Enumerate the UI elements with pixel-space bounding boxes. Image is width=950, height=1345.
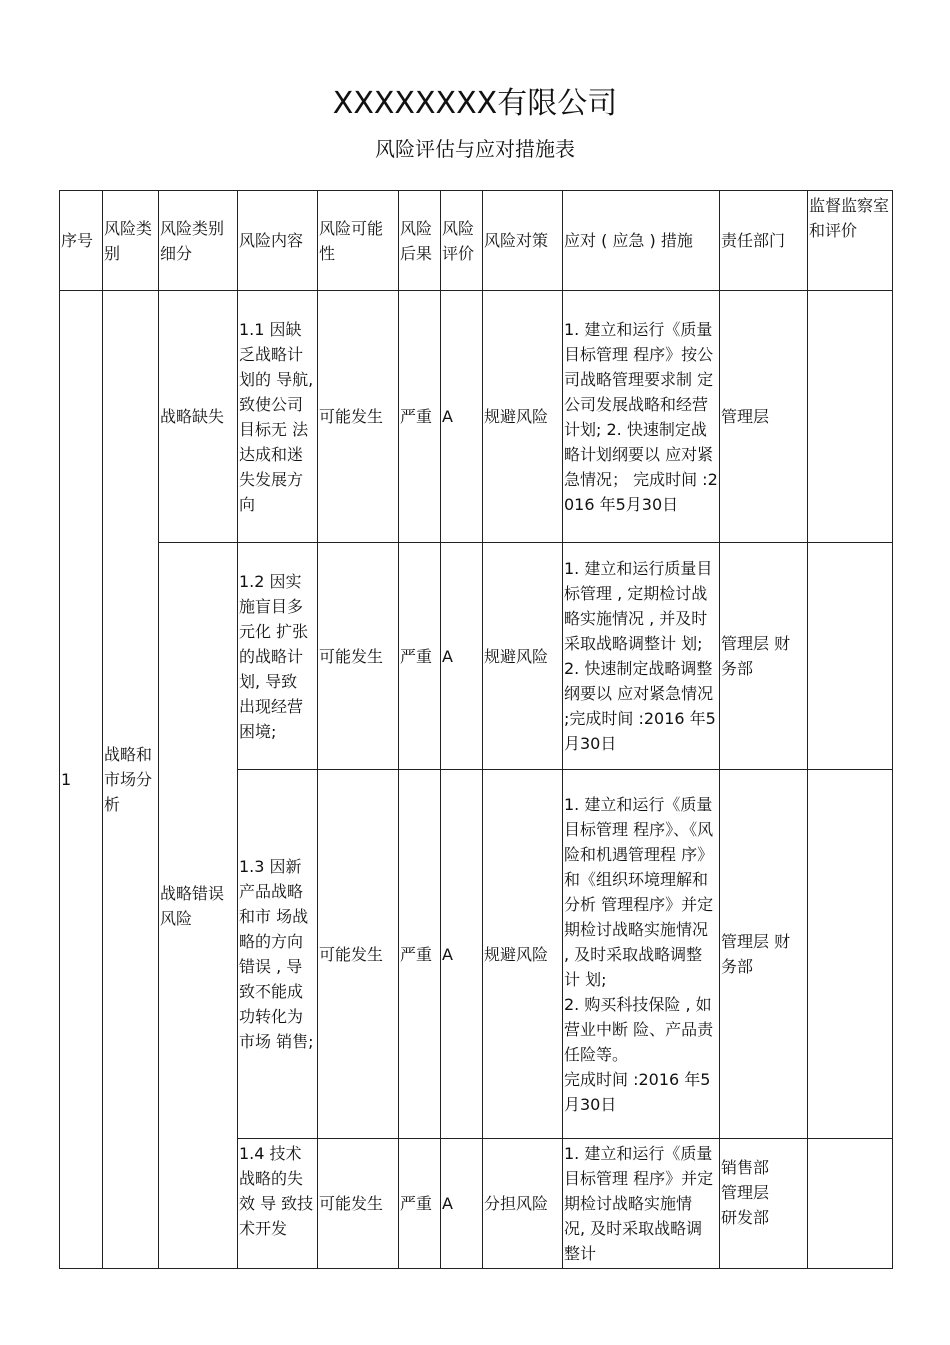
subcategory-cell: 战略缺失 <box>159 291 238 543</box>
supervision-cell <box>808 770 893 1139</box>
rating-cell: A <box>441 1139 483 1269</box>
dept-cell: 管理层 财务部 <box>720 770 808 1139</box>
col-header-strategy: 风险对策 <box>483 191 563 291</box>
consequence-cell: 严重 <box>399 1139 441 1269</box>
likelihood-cell: 可能发生 <box>318 291 399 543</box>
likelihood-cell: 可能发生 <box>318 1139 399 1269</box>
measures-cell: 1. 建立和运行质量目标管理 , 定期检讨战略实施情况 , 并及时采取战略调整计 划; 2. 快速制定战略调整纲要以 应对紧急情况 ;完成时间 :2016 年5月30日 <box>563 543 720 770</box>
consequence-cell: 严重 <box>399 543 441 770</box>
rating-cell: A <box>441 543 483 770</box>
dept-line: 研发部 <box>721 1208 770 1227</box>
content-cell: 1.4 技术战略的失效 导 致技术开发 <box>238 1139 318 1269</box>
subcategory-cell: 战略错误风险 <box>159 543 238 1269</box>
strategy-cell: 分担风险 <box>483 1139 563 1269</box>
dept-line: 销售部 <box>721 1158 770 1177</box>
measures-cell: 1. 建立和运行《质量目标管理 程序》按公司战略管理要求制 定公司发展战略和经营计划; 2. 快速制定战略计划纲要以 应对紧急情况； 完成时间 :2016 年5月30日 <box>563 291 720 543</box>
dept-cell: 管理层 财务部 <box>720 543 808 770</box>
content-cell: 1.2 因实施盲目多元化 扩张的战略计划, 导致 出现经营困境; <box>238 543 318 770</box>
rating-cell: A <box>441 291 483 543</box>
likelihood-cell: 可能发生 <box>318 543 399 770</box>
col-header-supervision: 监督监察室和评价 <box>808 191 893 291</box>
consequence-cell: 严重 <box>399 291 441 543</box>
measures-cell: 1. 建立和运行《质量目标管理 程序》并定期检讨战略实施情 况, 及时采取战略调整计 <box>563 1139 720 1269</box>
table-row <box>60 543 893 770</box>
table-header-row <box>60 191 893 291</box>
likelihood-cell: 可能发生 <box>318 770 399 1139</box>
dept-cell: 管理层 <box>720 291 808 543</box>
measures-line: 完成时间 :2016 年5月30日 <box>564 1069 711 1114</box>
col-header-likelihood: 风险可能性 <box>318 191 399 291</box>
seq-cell: 1 <box>60 291 103 1269</box>
col-header-consequence: 风险后果 <box>399 191 441 291</box>
content-cell: 1.3 因新产品战略和市 场战略的方向错误 , 导 致不能成功转化为市场 销售; <box>238 770 318 1139</box>
col-header-category: 风险类别 <box>103 191 159 291</box>
supervision-cell <box>808 1139 893 1269</box>
consequence-cell: 严重 <box>399 770 441 1139</box>
col-header-measures: 应对 ( 应急 ) 措施 <box>563 191 720 291</box>
dept-line: 管理层 <box>721 1183 770 1202</box>
supervision-cell <box>808 291 893 543</box>
strategy-cell: 规避风险 <box>483 291 563 543</box>
table-row <box>60 291 893 543</box>
measures-line: 1. 建立和运行《质量目标管理 程序》、《风险和机遇管理程 序》和《组织环境理解和分析 管理程序》并定期检讨战略实施情况 , 及时采取战略调整计 划; <box>564 794 714 989</box>
col-header-content: 风险内容 <box>238 191 318 291</box>
dept-cell <box>720 1139 808 1269</box>
category-cell: 战略和市场分析 <box>103 291 159 1269</box>
supervision-cell <box>808 543 893 770</box>
measures-cell <box>563 770 720 1139</box>
strategy-cell: 规避风险 <box>483 543 563 770</box>
document-title: 风险评估与应对措施表 <box>375 137 575 161</box>
col-header-rating: 风险评价 <box>441 191 483 291</box>
col-header-subcategory: 风险类别细分 <box>159 191 238 291</box>
col-header-dept: 责任部门 <box>720 191 808 291</box>
col-header-seq: 序号 <box>60 191 103 291</box>
measures-line: 2. 购买科技保险 , 如营业中断 险、产品责任险等。 <box>564 994 714 1064</box>
rating-cell: A <box>441 770 483 1139</box>
company-name: XXXXXXXX有限公司 <box>332 86 618 121</box>
content-cell: 1.1 因缺乏战略计划的 导航, 致使公司目标无 法达成和迷失发展方向 <box>238 291 318 543</box>
risk-assessment-table <box>59 190 893 1269</box>
strategy-cell: 规避风险 <box>483 770 563 1139</box>
